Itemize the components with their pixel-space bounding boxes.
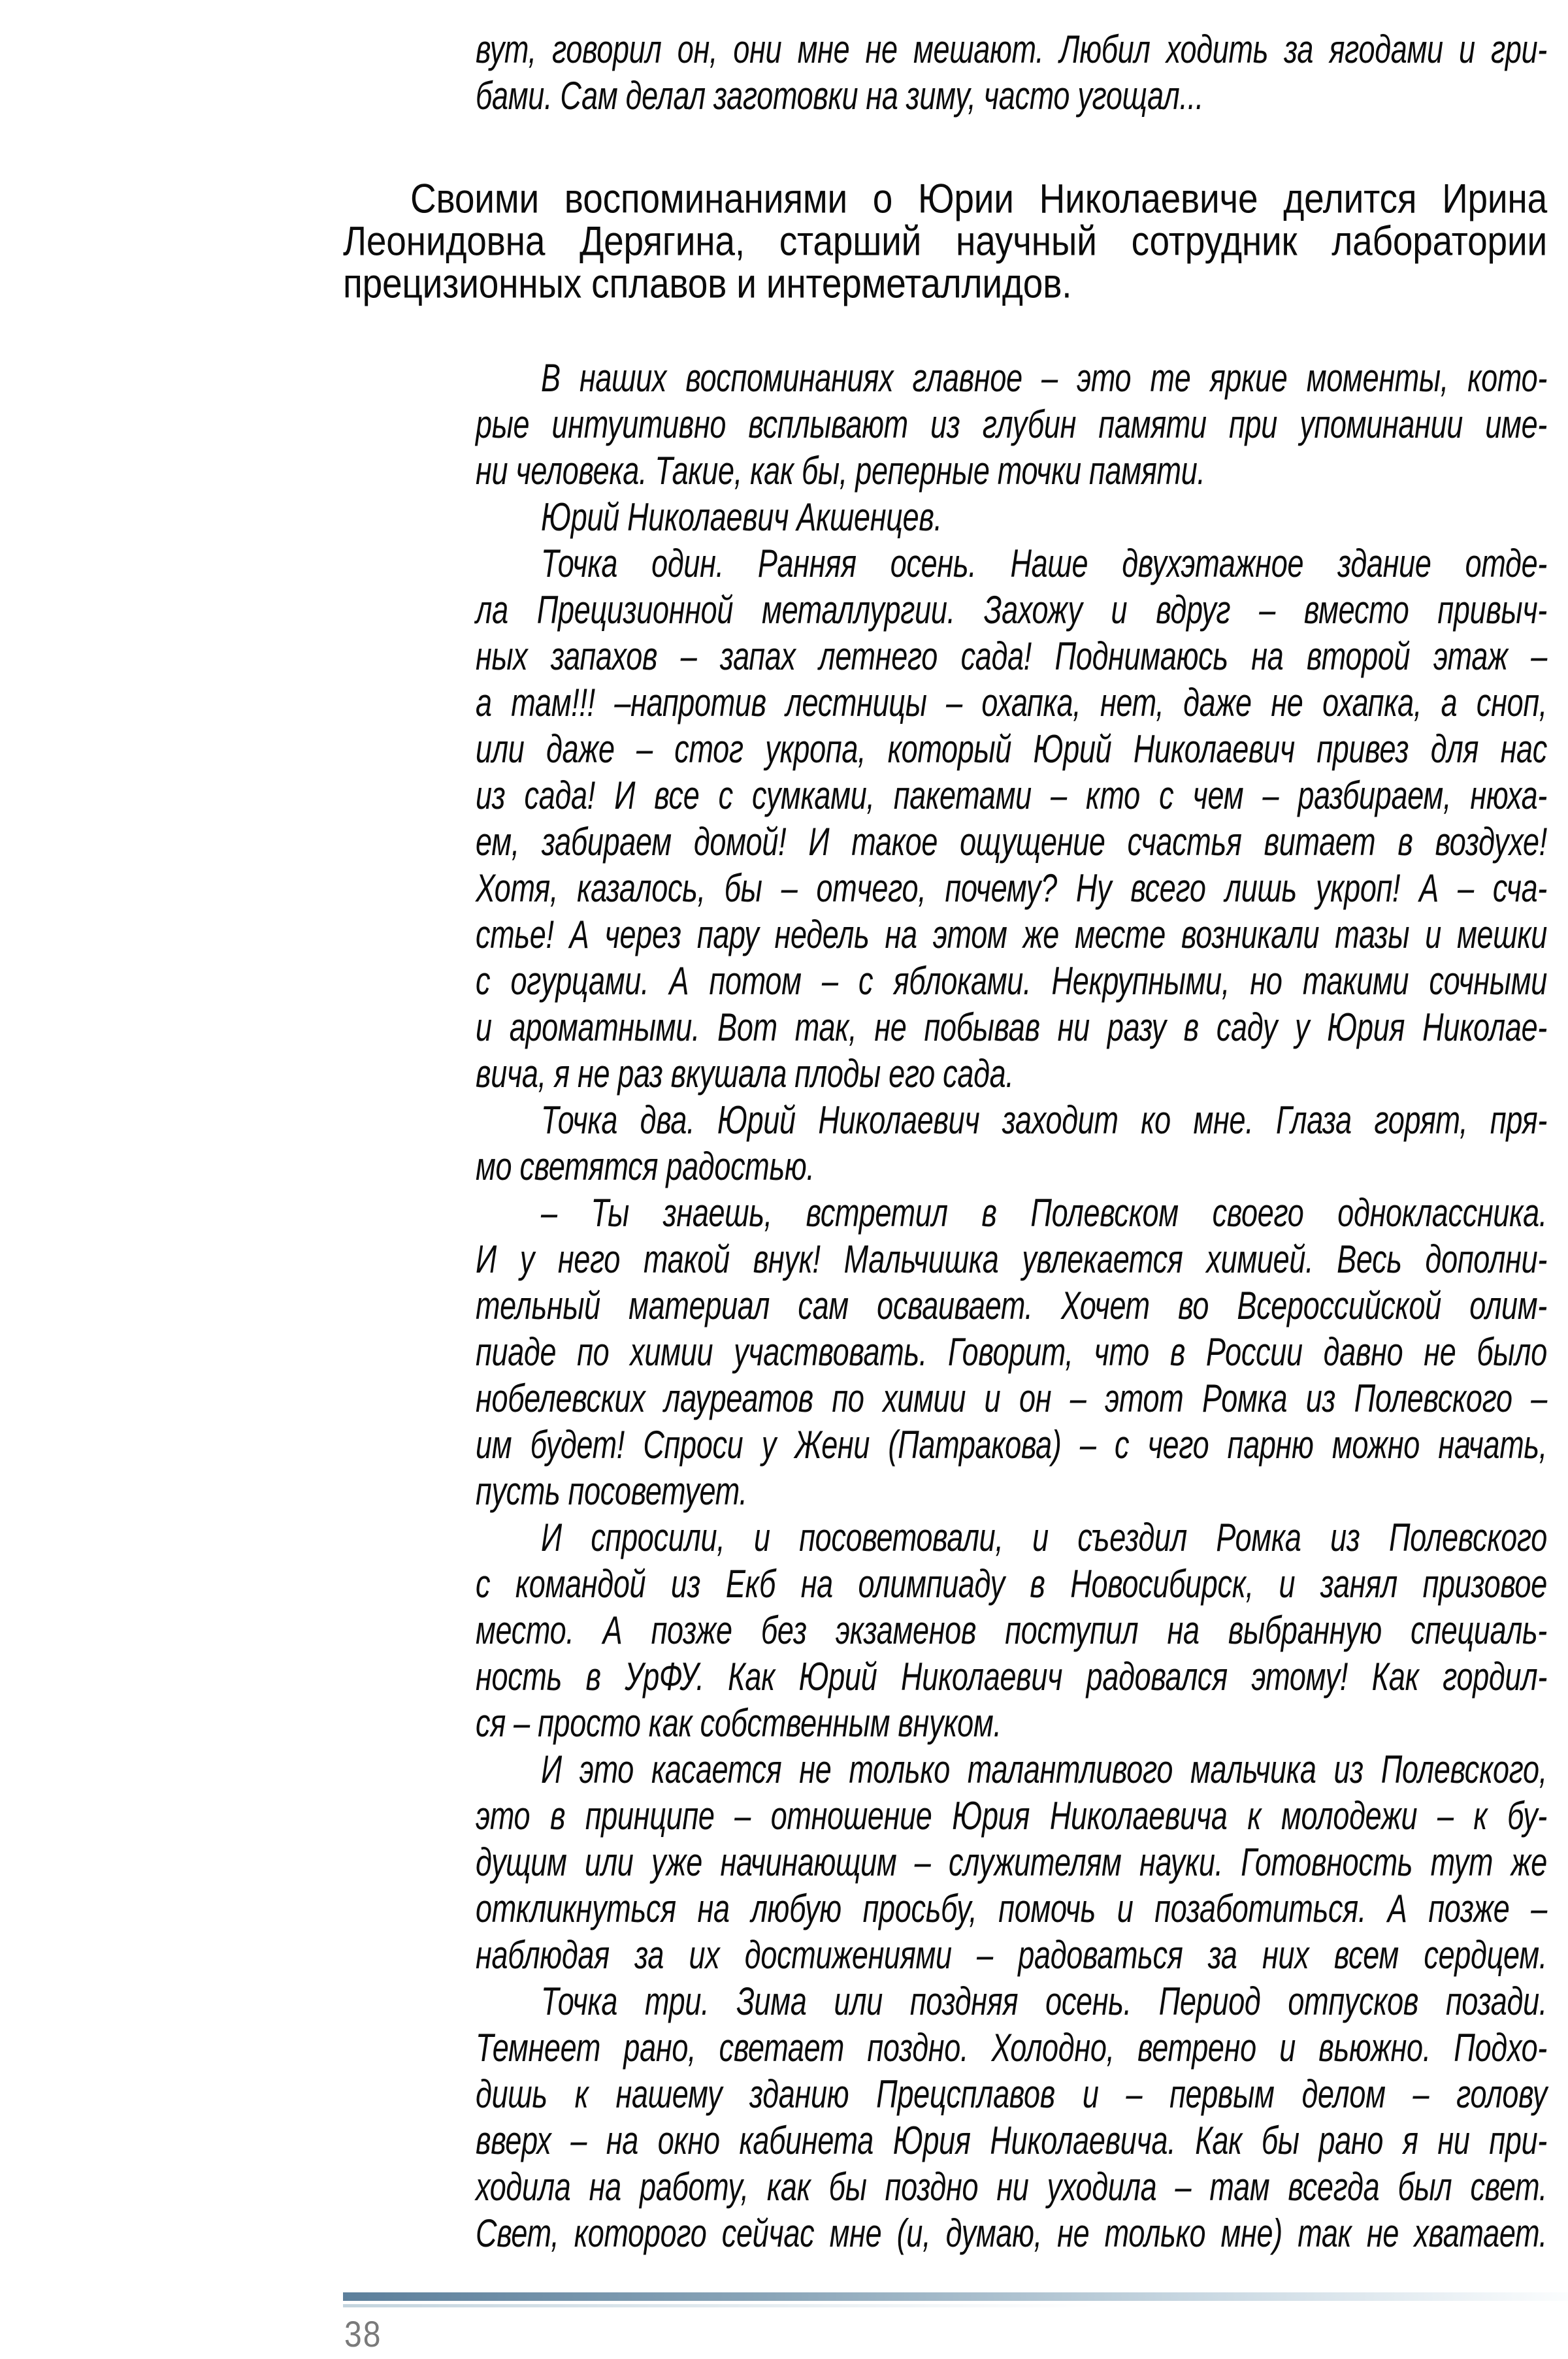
text-line: Хотя, казалось, бы – отчего, почему? Ну всего лишь укроп! А – сча- — [476, 866, 1547, 911]
text-line: нобелевских лауреатов по химии и он – этот Ромка из Полевского – — [476, 1376, 1547, 1421]
text-line: им будет! Спроси у Жени (Патракова) – с чего парню можно начать, — [476, 1422, 1547, 1467]
text-line: из сада! И все с сумками, пакетами – кто с чем – разбираем, нюха- — [476, 773, 1547, 818]
text-line: это в принципе – отношение Юрия Николаевича к молодежи – к бу- — [476, 1793, 1547, 1838]
text-line: пусть посоветует. — [476, 1469, 747, 1514]
text-line: ни человека. Такие, как бы, реперные точки памяти. — [476, 448, 1205, 493]
text-line: ных запахов – запах летнего сада! Поднимаюсь на второй этаж – — [476, 634, 1547, 679]
text-line: бами. Сам делал заготовки на зиму, часто угощал... — [476, 73, 1204, 118]
page-number: 38 — [344, 2315, 382, 2355]
text-line: а там!!! –напротив лестницы – охапка, нет, даже не охапка, а сноп, — [476, 680, 1547, 725]
text-line: – Ты знаешь, встретил в Полевском своего одноклассника. — [541, 1190, 1547, 1235]
text-line: ем, забираем домой! И такое ощущение счастья витает в воздухе! — [476, 819, 1547, 864]
text-line: И это касается не только талантливого мальчика из Полевского, — [541, 1747, 1547, 1792]
text-line: рые интуитивно всплывают из глубин памяти при упоминании име- — [476, 402, 1547, 447]
text-line: Свет, которого сейчас мне (и, думаю, не только мне) так не хватает. — [476, 2211, 1547, 2256]
text-line: Точка три. Зима или поздняя осень. Период отпусков позади. — [541, 1979, 1547, 2024]
text-line: В наших воспоминаниях главное – это те яркие моменты, кото- — [541, 355, 1547, 400]
text-line: прецизионных сплавов и интерметаллидов. — [343, 260, 1072, 307]
text-line: ходила на работу, как бы поздно ни уходила – там всегда был свет. — [476, 2164, 1547, 2209]
text-line: дущим или уже начинающим – служителям науки. Готовность тут же — [476, 1840, 1547, 1885]
footer-divider-shadow — [343, 2304, 1094, 2307]
intro-paragraph — [343, 175, 1547, 307]
text-line: ся – просто как собственным внуком. — [476, 1700, 1002, 1746]
text-line: Точка один. Ранняя осень. Наше двухэтажное здание отде- — [541, 541, 1547, 586]
text-line: ность в УрФУ. Как Юрий Николаевич радовался этому! Как гордил- — [476, 1654, 1547, 1699]
text-line: с командой из Екб на олимпиаду в Новосибирск, и занял призовое — [476, 1561, 1547, 1606]
text-line: место. А позже без экзаменов поступил на выбранную специаль- — [476, 1608, 1547, 1653]
text-line: Своими воспоминаниями о Юрии Николаевиче делится Ирина — [410, 175, 1547, 222]
text-line: мо светятся радостью. — [476, 1144, 815, 1189]
text-line: дишь к нашему зданию Прецсплавов и – первым делом – голову — [476, 2072, 1547, 2117]
text-line: с огурцами. А потом – с яблоками. Некрупными, но такими сочными — [476, 958, 1547, 1003]
text-line: откликнуться на любую просьбу, помочь и позаботиться. А позже – — [476, 1886, 1547, 1931]
text-line: Юрий Николаевич Акшенцев. — [541, 495, 942, 540]
quote-continuation-block — [476, 27, 1547, 123]
text-line: Леонидовна Дерягина, старший научный сотрудник лаборатории — [343, 218, 1547, 265]
memoir-quote-block — [476, 355, 1547, 2260]
text-line: и ароматными. Вот так, не побывав ни разу в саду у Юрия Николае- — [476, 1005, 1547, 1050]
text-line: И спросили, и посоветовали, и съездил Ромка из Полевского — [541, 1515, 1547, 1560]
text-line: наблюдая за их достижениями – радоваться за них всем сердцем. — [476, 1932, 1547, 1977]
text-line: Точка два. Юрий Николаевич заходит ко мне. Глаза горят, пря- — [541, 1098, 1547, 1143]
text-line: Темнеет рано, светает поздно. Холодно, ветрено и вьюжно. Подхо- — [476, 2025, 1547, 2070]
text-line: стье! А через пару недель на этом же месте возникали тазы и мешки — [476, 912, 1547, 957]
text-line: вверх – на окно кабинета Юрия Николаевича. Как бы рано я ни при- — [476, 2118, 1547, 2163]
text-line: И у него такой внук! Мальчишка увлекается химией. Весь дополни- — [476, 1237, 1547, 1282]
footer-divider-rule — [343, 2292, 1568, 2301]
text-line: ла Прецизионной металлургии. Захожу и вдруг – вместо привыч- — [476, 587, 1547, 632]
text-line: вут, говорил он, они мне не мешают. Любил ходить за ягодами и гри- — [476, 27, 1547, 72]
text-line: или даже – стог укропа, который Юрий Николаевич привез для нас — [476, 726, 1547, 772]
text-line: тельный материал сам осваивает. Хочет во Всероссийской олим- — [476, 1283, 1547, 1328]
text-line: вича, я не раз вкушала плоды его сада. — [476, 1051, 1014, 1096]
text-line: пиаде по химии участвовать. Говорит, что в России давно не было — [476, 1329, 1547, 1375]
